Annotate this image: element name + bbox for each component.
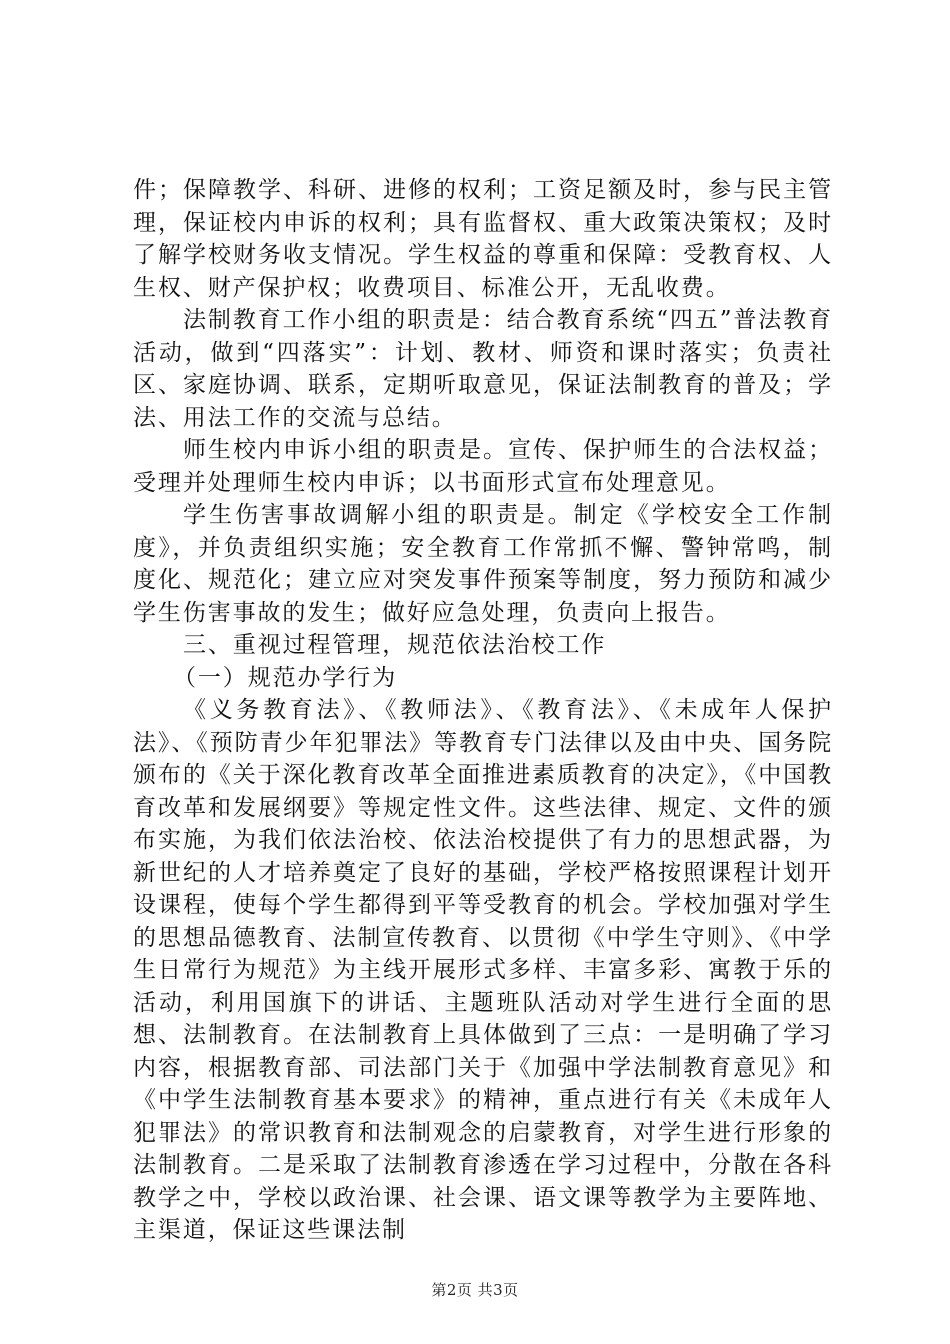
paragraph-injury-mediation-group: 学生伤害事故调解小组的职责是。制定《学校安全工作制度》，并负责组织实施；安全教育工作常抓不懈、警钟常鸣，制度化、规范化；建立应对突发事件预案等制度，努力预防和减少学生伤害事故的发生；做好应急处理，负责向上报告。 bbox=[133, 502, 833, 626]
paragraph-teacher-rights: 件；保障教学、科研、进修的权利；工资足额及时，参与民主管理，保证校内申诉的权利；具有监督权、重大政策决策权；及时了解学校财务收支情况。学生权益的尊重和保障：受教育权、人生权、财产保护权；收费项目、标准公开，无乱收费。 bbox=[133, 177, 833, 301]
document-body bbox=[133, 174, 833, 1247]
section-heading: 三、重视过程管理，规范依法治校工作 bbox=[183, 632, 607, 658]
page-number-footer: 第2页 共3页 bbox=[431, 1281, 519, 1299]
paragraph-school-conduct: 《义务教育法》、《教师法》、《教育法》、《未成年人保护法》、《预防青少年犯罪法》等教育专门法律以及由中央、国务院颁布的《关于深化教育改革全面推进素质教育的决定》，《中国教育改革和发展纲要》等规定性文件。这些法律、规定、文件的颁布实施，为我们依法治校、依法治校提供了有力的思想武器，为新世纪的人才培养奠定了良好的基础，学校严格按照课程计划开设课程，使每个学生都得到平等受教育的机会。学校加强对学生的思想品德教育、法制宣传教育、以贯彻《中学生守则》、《中学生日常行为规范》为主线开展形式多样、丰富多彩、寓教于乐的活动，利用国旗下的讲话、主题班队活动对学生进行全面的思想、法制教育。在法制教育上具体做到了三点：一是明确了学习内容，根据教育部、司法部门关于《加强中学法制教育意见》和《中学生法制教育基本要求》的精神，重点进行有关《未成年人犯罪法》的常识教育和法制观念的启蒙教育，对学生进行形象的法制教育。二是采取了法制教育渗透在学习过程中，分散在各科教学之中，学校以政治课、社会课、语文课等教学为主要阵地、主渠道，保证这些课法制 bbox=[133, 697, 833, 1243]
paragraph-legal-education-group: 法制教育工作小组的职责是：结合教育系统“四五”普法教育活动，做到“四落实”：计划、教材、师资和课时落实；负责社区、家庭协调、联系，定期听取意见，保证法制教育的普及；学法、用法工作的交流与总结。 bbox=[133, 307, 833, 431]
paragraph-appeal-group: 师生校内申诉小组的职责是。宣传、保护师生的合法权益；受理并处理师生校内申诉；以书面形式宣布处理意见。 bbox=[133, 437, 833, 496]
subsection-heading: （一）规范办学行为 bbox=[173, 664, 398, 691]
